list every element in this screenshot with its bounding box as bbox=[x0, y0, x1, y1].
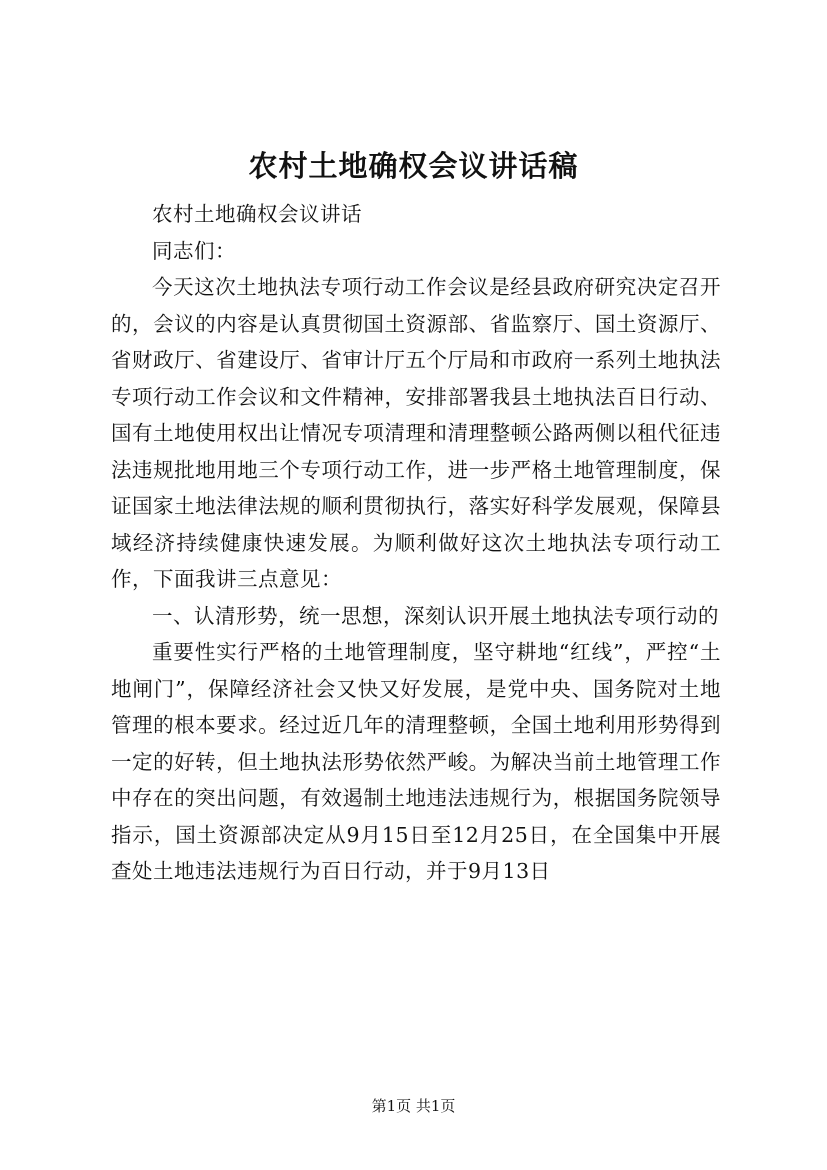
paragraph-salutation: 同志们： bbox=[152, 238, 236, 263]
paragraph-section-body: 重要性实行严格的土地管理制度，坚守耕地“红线”，严控“土地闸门”，保障经济社会又快又好发展，是党中央、国务院对土地管理的根本要求。经过近几年的清理整顿，全国土地利用形势得到一定的好转，但土地执法形势依然严峻。为解决当前土地管理工作中存在的突出问题，有效遏制土地违法违规行为，根据国务院领导指示，国土资源部决定从9月15日至12月25日，在全国集中开展查处土地违法违规行为百日行动，并于9月13日 bbox=[111, 640, 721, 883]
document-body bbox=[111, 196, 721, 890]
paragraph-subtitle: 农村土地确权会议讲话 bbox=[152, 202, 362, 226]
paragraph-section-heading: 一、认清形势，统一思想，深刻认识开展土地执法专项行动的 bbox=[152, 603, 719, 628]
page-footer: 第1页 共1页 bbox=[371, 1097, 456, 1115]
document-title: 农村土地确权会议讲话稿 bbox=[248, 149, 579, 183]
paragraph-intro: 今天这次土地执法专项行动工作会议是经县政府研究决定召开的，会议的内容是认真贯彻国土资源部、省监察厅、国土资源厅、省财政厅、省建设厅、省审计厅五个厅局和市政府一系列土地执法专项行动工作会议和文件精神，安排部署我县土地执法百日行动、国有土地使用权出让情况专项清理和清理整顿公路两侧以租代征违法违规批地用地三个专项行动工作，进一步严格土地管理制度，保证国家土地法律法规的顺利贯彻执行，落实好科学发展观，保障县域经济持续健康快速发展。为顺利做好这次土地执法专项行动工作，下面我讲三点意见： bbox=[111, 275, 721, 591]
